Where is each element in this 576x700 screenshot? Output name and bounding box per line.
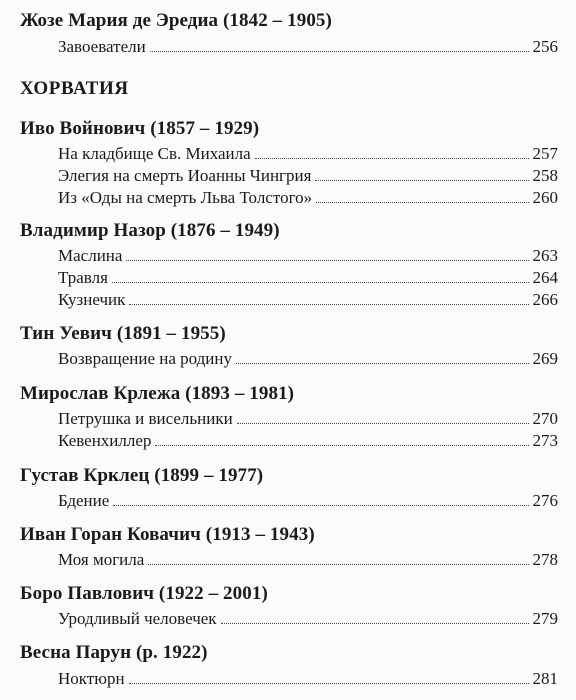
toc-entry [58,164,558,186]
poem-title: Уродливый человечек [58,609,217,628]
dot-leader [221,623,529,624]
poem-title: Из «Оды на смерть Льва Толстого» [58,188,313,207]
toc-entry [58,35,558,57]
toc-entry [58,548,558,570]
toc-entry [58,288,558,310]
dot-leader [316,202,528,203]
author-heading: Весна Парун (р. 1922) [20,642,208,663]
toc-entry [58,186,558,208]
page-number: 263 [532,246,558,265]
dot-leader [126,260,528,261]
toc-entry [58,142,558,164]
page-number: 269 [532,349,558,368]
dot-leader [129,304,528,305]
dot-leader [112,282,529,283]
toc-entry [58,489,558,511]
author-heading: Мирослав Крлежа (1893 – 1981) [20,383,295,404]
author-heading: Владимир Назор (1876 – 1949) [20,220,280,241]
poem-title: На кладбище Св. Михаила [58,144,251,163]
page-number: 281 [532,669,558,688]
author-heading: Густав Крклец (1899 – 1977) [20,465,264,486]
author-heading: Иван Горан Ковачич (1913 – 1943) [20,524,315,545]
toc-entry [58,407,558,429]
toc-entry [58,607,558,629]
dot-leader [129,683,529,684]
page-number: 264 [532,268,558,287]
poem-title: Завоеватели [58,37,146,56]
poem-title: Возвращение на родину [58,349,233,368]
author-heading: Боро Павлович (1922 – 2001) [20,583,268,604]
page-number: 260 [532,188,558,207]
section-heading: ХОРВАТИЯ [20,78,129,99]
toc-entry [58,667,558,689]
dot-leader [255,158,529,159]
dot-leader [113,505,528,506]
poem-title: Элегия на смерть Иоанны Чингрия [58,166,312,185]
poem-title: Кевенхиллер [58,431,152,450]
page-number: 273 [532,431,558,450]
poem-title: Ноктюрн [58,669,125,688]
poem-title: Травля [58,268,108,287]
poem-title: Маслина [58,246,123,265]
dot-leader [155,445,528,446]
dot-leader [148,564,528,565]
page-number: 278 [532,550,558,569]
poem-title: Петрушка и висельники [58,409,233,428]
toc-entry [58,266,558,288]
poem-title: Кузнечик [58,290,126,309]
dot-leader [315,180,528,181]
page-number: 266 [532,290,558,309]
toc-entry [58,347,558,369]
poem-title: Бдение [58,491,110,510]
page-number: 257 [532,144,558,163]
page-number: 258 [532,166,558,185]
author-heading: Иво Войнович (1857 – 1929) [20,118,260,139]
toc-entry [58,244,558,266]
toc-entry [58,429,558,451]
dot-leader [237,423,529,424]
author-heading: Тин Уевич (1891 – 1955) [20,323,226,344]
dot-leader [236,363,528,364]
page-number: 276 [532,491,558,510]
page-number: 270 [532,409,558,428]
page-number: 256 [532,37,558,56]
poem-title: Моя могила [58,550,145,569]
dot-leader [150,51,529,52]
page-number: 279 [532,609,558,628]
author-heading: Жозе Мария де Эредиа (1842 – 1905) [20,10,332,31]
